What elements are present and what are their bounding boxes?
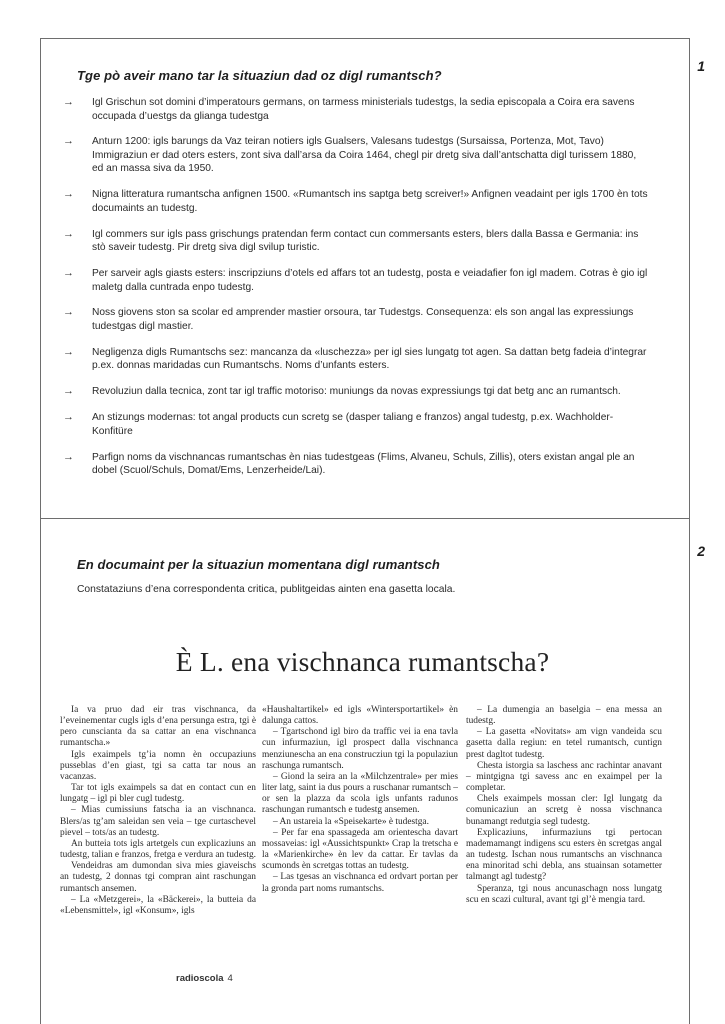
section-1-number: 1 — [697, 58, 705, 74]
right-arrow-icon: → — [63, 411, 74, 424]
bullet-item — [60, 267, 648, 294]
right-arrow-icon: → — [63, 306, 74, 319]
bullet-list — [60, 96, 648, 490]
right-arrow-icon: → — [63, 96, 74, 108]
page-number: 4 — [227, 973, 233, 984]
bullet-item — [60, 385, 648, 399]
article-paragraph: – La gasetta «Novitats» am vign vandeida scu gasetta dalla regiun: en tetel rumantsch, cuntign prest dagltot tudestg. — [466, 727, 662, 760]
section-2-number: 2 — [697, 543, 705, 559]
bullet-item — [60, 228, 648, 255]
publication-name: radioscola — [176, 973, 224, 984]
bullet-text: Anturn 1200: igls barungs da Vaz teiran notiers igls Gualsers, Valesans tudestgs (Sursaissa, Portenza, Mot, Tavo) Immigraziun er dad oters esters, zont siva dall’arsa da Coira 1464, chegl pir dretg siva dall’antschatta digl turissem 1880, ed an massa siva da 1950. — [92, 136, 637, 175]
article-paragraph: Explicaziuns, infurmaziuns tgi pertocan mademamangt indigens scu esters èn scretgas angal an tudestg. Ischan nous rumantschs an vischnanca ena minoritad schi debla, ans stuainsan sotametter talmangt agl tudestg? — [466, 827, 662, 883]
article-headline: È L. ena vischnanca rumantscha? — [175, 646, 550, 677]
right-arrow-icon: → — [63, 385, 74, 398]
bullet-item — [60, 135, 648, 176]
article-paragraph: Igls exaimpels tg’ia nomn èn occupaziuns pusseblas d’en giast, tgi sa catta tar nous an vacanzas. — [60, 749, 256, 782]
article-paragraph: – An ustareia la «Speisekarte» è tudestga. — [273, 816, 429, 827]
section-1-title: Tge pò aveir mano tar la situaziun dad oz digl rumantsch? — [77, 68, 442, 83]
article-paragraph: An butteia tots igls artetgels cun explicaziuns an tudestg, talian e franzos, fretga e verdura an tudestg. — [60, 838, 257, 861]
article-paragraph: – Mias cumissiuns fatscha ia an vischnanca. Blers/as tg’am saleidan sen veia – tge curtaschevel pievel – tots/as an tudestg. — [60, 805, 256, 838]
article-column-3 — [466, 705, 662, 906]
article-paragraph: Vendeidras am dumondan siva mies giaveischs an tudestg, 2 donnas tgi compran aint raschungan rumantsch ansemen. — [60, 861, 256, 894]
article-paragraph: – La «Metzgerei», la «Bäckerei», la butteia da «Lebensmittel», igl «Konsum», igls — [60, 894, 256, 916]
right-arrow-icon: → — [63, 227, 74, 240]
bullet-item — [60, 96, 648, 123]
article-paragraph: – Las tgesas an vischnanca ed ordvart portan per la gronda part noms rumantschs. — [262, 872, 458, 894]
article-column-2 — [262, 705, 458, 895]
bullet-text: Nigna litteratura rumantscha anfignen 1500. «Rumantsch ins saptga betg screiver!» Anfignen veadaint per igls 1700 èn tots documaints an tudestg. — [92, 189, 648, 214]
bullet-text: Per sarveir agls giasts esters: inscripziuns d’otels ed affars tot an tudestg, posta e veiadafier fon igl madem. Cotras è gio igl maletg dalla cuntrada enpo tudestg. — [92, 268, 648, 293]
bullet-item — [60, 451, 648, 478]
bullet-text: Igl commers sur igls pass grischungs pratendan ferm contact cun commersants esters, blers dalla Bassa e Germania: ins stò saveir tudestg. Pir dretg siva digl svilup turistic. — [92, 228, 639, 254]
bullet-text: Noss giovens ston sa scolar ed amprender mastier orsoura, tar Tudestgs. Consequenza: els son angal las expressiungs tudestgas digl mastier. — [92, 307, 634, 332]
bullet-text: Parfign noms da vischnancas rumantschas èn nias tudestgeas (Flims, Alvaneu, Schuls, Zillis), oters existan angal ple an dobel (Scuol/Schuls, Domat/Ems, Lenzerheide/Lai). — [92, 451, 635, 477]
right-arrow-icon: → — [63, 135, 74, 148]
bullet-item — [60, 306, 648, 333]
article-column-1 — [60, 705, 256, 917]
article-paragraph: Speranza, tgi nous ancunaschagn noss lungatg scu en scazi cultural, avant tgi gl’è mengia tard. — [466, 883, 662, 905]
bullet-item — [60, 411, 648, 438]
article-paragraph: – La dumengia an baselgia – ena messa an tudestg. — [466, 705, 662, 727]
bullet-text: Negligenza digls Rumantschs sez: mancanza da «luschezza» per igl sies lungatg tot agen. Sa dattan betg fadeia d’integrar p.ex. donnas maridadas cun Rumantschs. Noms d’unfants esters. — [92, 346, 647, 372]
right-arrow-icon: → — [63, 188, 74, 201]
article-paragraph: Chesta istorgia sa laschess anc rachintar anavant – mintgigna tgi savess anc en exaimpel per la completar. — [466, 760, 662, 794]
bullet-item — [60, 346, 648, 373]
bullet-text: Revoluziun dalla tecnica, zont tar igl traffic motoriso: muniungs da novas expressiungs tgi dat betg anc an rumantsch. — [92, 386, 621, 398]
section-2-subtitle: Constataziuns d’ena correspondenta critica, publitgeidas ainten ena gasetta locala. — [77, 584, 456, 595]
article-paragraph: – Per far ena spassageda am orientescha davart mossaveias: igl «Aussichtspunkt» Crap la tretscha e la «Marienkirche» èn lev da cattar. Er tavlas da scumonds èn scretgas tottas an tudestg. — [262, 827, 458, 872]
article-paragraph: – Tgartschond igl biro da traffic vei ia ena tavla cun infurmaziun, igl prospect dalla vischnanca menziunescha an ena construcziun tgi la populaziun raschunga rumantsch. — [262, 727, 458, 771]
right-arrow-icon: → — [63, 345, 74, 358]
page-footer — [176, 973, 233, 984]
article-paragraph: Chels exaimpels mossan cler: Igl lungatg da comunicaziun an scretg è nossa vischnanca bunamangt redutgia segl tudestg. — [466, 794, 662, 827]
right-arrow-icon: → — [63, 267, 74, 280]
section-2-title: En documaint per la situaziun momentana digl rumantsch — [77, 557, 440, 572]
bullet-text: An stizungs modernas: tot angal products cun scretg se (dasper taliang e franzos) angal tudestg, p.ex. Wachholder-Konfitüre — [92, 412, 614, 437]
right-arrow-icon: → — [63, 450, 74, 463]
bullet-text: Igl Grischun sot domini d’imperatours germans, on tarmess ministerials tudestgs, la sedia episcopala a Coira era savens occupada d’uestgs da glianga tudestga — [92, 97, 635, 122]
article-paragraph: «Haushaltartikel» ed igls «Wintersportartikel» èn dalunga cattos. — [262, 705, 458, 727]
article-paragraph: Ia va pruo dad eir tras vischnanca, da l’eveinementar cugls igls d’ena persunga estra, tgi è pero cunscianta da sa cattar an ena vischnanca rumantscha.» — [60, 705, 256, 749]
article-paragraph: Tar tot igls exaimpels sa dat en contact cun en lungatg – igl pi bler cugl tudestg. — [60, 783, 256, 805]
bullet-item — [60, 188, 648, 215]
article-paragraph: – Giond la seira an la «Milchzentrale» per mies liter latg, saint ia dus pours a ruschanar rumantsch – or sen la plazza da scola igls unfants radunos raschungan rumantsch e tudestg ansemen. — [262, 771, 458, 816]
